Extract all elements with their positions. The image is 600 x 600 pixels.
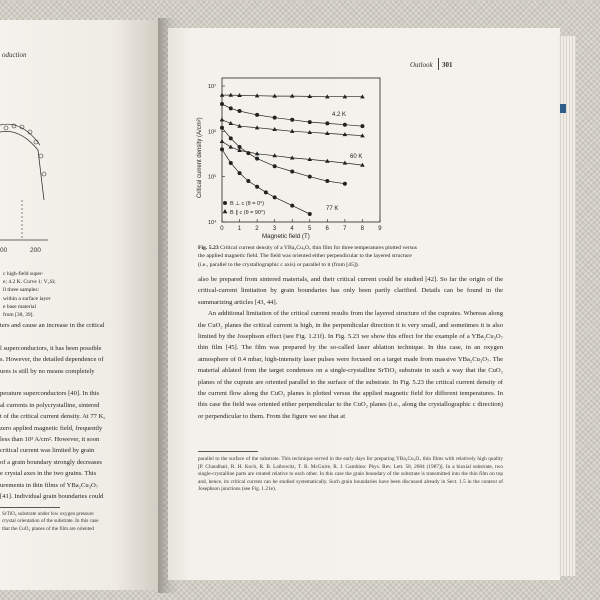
data-point [272,94,277,98]
data-point [255,113,259,117]
left-text-line: e crystal axes in the two grains. This [0,470,97,478]
left-footnote-line: SrTiO₃ substrate under low oxygen pressure [2,511,94,517]
data-point [290,204,294,208]
left-text-line: of a grain boundary strongly decreases [0,458,102,466]
right-page [168,28,560,580]
data-point [343,94,348,98]
left-footnote-line: that the CuO₂ planes of the film are oriented [2,525,94,532]
left-caption-line: e base material [3,303,36,310]
left-text-line: ures is still by no means completely [0,367,95,375]
data-point [220,117,225,121]
page-number: 301 [442,61,453,69]
x-tick-label: 7 [343,226,347,232]
legend-marker-circle [223,201,227,205]
left-axis-tick-0: 00 [0,247,8,254]
data-point [360,124,364,128]
left-caption-line: e; 4.2 K. Curve 1: V₃Si; [3,279,56,286]
legend-entry-par: B ∥ c (θ = 90°) [230,210,266,216]
data-point [229,106,233,110]
left-axis-tick-1: 200 [30,247,41,254]
x-tick-label: 9 [378,226,382,232]
left-caption-line: ll three samples: [3,287,40,294]
data-point [308,120,312,124]
data-point [220,93,225,97]
data-point [220,139,225,143]
data-point [228,145,233,149]
left-text-line [0,377,105,388]
left-footnote [2,511,99,533]
data-point [229,136,233,140]
figure-label: Fig. 5.23 [198,245,219,251]
figure-caption-text: Critical current density of a YBa₂Cu₃O₇ thin film for three temperatures plotted versus the applied magnetic field. The field was oriented either perpendicular to the layered structure (i.e., parallel to the crystallographic c axis) or parallel to it (from [45]). [198,245,417,268]
data-point [220,126,224,130]
temperature-label-4k: 4.2 K [332,112,347,118]
x-tick-label: 4 [290,226,294,232]
y-tick-label: 10⁷ [208,84,217,90]
right-running-head: Outlook [410,61,433,69]
data-point [246,179,250,183]
paragraph: An additional limitation of the critical current results from the layered structure of the cuprates. Whereas along the CuO₂ planes the critical current is high, in the perpendicular direction it is very small, and sometimes it is also limited by the Josephson effect (see Fig. 1.21f). In Fig. 5.23 we show this effect for the example of a YBa₂Cu₃O₇ thin film [45]. The film was prepared by the so-called laser ablation technique. In this case, in an oxygen atmosphere of 0.4 mbar, high-intensity laser pulses were focused on a target made from massive YBa₂Cu₃O₇. The material ablated from the target condenses on a single-crystalline SrTiO₃ substrate in such a way that the CuO₂ planes of the cuprate are oriented parallel to the surface of the substrate. In Fig. 5.23 the critical current density of the current flow along the CuO₂ planes is plotted versus the applied magnetic field for different temperatures. In this case the field was oriented either perpendicular to the CuO₂ planes (i.e., along the crystallographic c direction) or perpendicular to them. From the figure we see that at [198,310,503,420]
left-text-line: ters and cause an increase in the critical [0,322,105,329]
data-point [343,182,347,186]
legend-marker-triangle [223,209,228,213]
x-tick-label: 8 [360,226,364,232]
left-text-line: less than 10³ A/cm². However, it soon [0,436,100,444]
data-point [290,118,294,122]
left-text-line: critical current was limited by grain [0,447,95,455]
x-tick-label: 0 [220,226,224,232]
left-text-line: al currents in polycrystalline, sintered [0,401,100,409]
y-axis-label: Critical current density (A/cm²) [197,117,203,198]
left-caption-line: c high-field super- [3,271,44,277]
data-point [325,121,329,125]
data-point [307,94,312,98]
x-axis-label: Magnetic field (T) [262,233,310,240]
x-tick-label: 5 [307,226,312,232]
left-text-line [0,331,105,342]
left-text-line: t of the critical current density. At 77 K, [0,413,106,421]
temperature-label-60k: 60 K [350,154,363,160]
data-point [220,102,224,106]
left-text-line: urements in thin films of YBa₂Cu₃O₇ [0,481,99,489]
left-page [0,20,163,590]
left-text-line: perature superconductors [40]. In this [0,390,100,398]
data-point [255,185,259,189]
temperature-label-77k: 77 K [326,206,339,212]
series-line [222,141,362,165]
data-point [273,116,277,120]
x-tick-label: 2 [255,226,259,232]
y-tick-label: 10⁴ [208,220,217,226]
left-footnote-rule [0,507,60,508]
left-body-text [0,320,105,503]
data-point [229,161,233,165]
data-point [290,170,294,174]
body-text [198,274,503,422]
data-point [255,157,259,161]
left-figure-caption [3,270,56,319]
data-point [325,179,329,183]
series-line [222,120,362,136]
data-point [238,171,242,175]
y-tick-label: 10⁵ [208,174,217,181]
left-caption-line: from [38, 39]. [3,312,34,319]
data-point [273,164,277,168]
left-text-line: [41]. Individual grain boundaries could [0,493,104,501]
data-point [238,109,242,113]
series [220,93,365,99]
footnote-rule [198,451,258,452]
data-point [308,175,312,179]
y-tick-label: 10⁶ [208,129,217,136]
page-stack-edge [558,36,576,576]
left-text-line: s. However, the detailed dependence of [0,356,104,364]
data-point [228,93,233,97]
running-head-divider [438,58,439,70]
left-footnote-line: crystal orientation of the substrate. In this case [2,518,99,525]
x-tick-label: 3 [272,226,277,232]
chart-legend [223,200,266,216]
data-point [264,190,268,194]
data-point [308,212,312,216]
paragraph: also be prepared from sintered materials, and their critical current could be studied [42]. So far the origin of the critical-current limitation by grain boundaries has only been partly clarified. Details can be found in the summarizing articles [43, 44]. [198,276,503,306]
legend-entry-perp: B ⊥ c (θ = 0°) [230,201,265,207]
data-point [290,94,295,98]
series-line [222,128,345,184]
x-tick-label: 6 [325,226,329,232]
data-point [360,94,365,98]
left-text-line: l superconductors, it has been possible [0,344,102,352]
series [220,139,365,167]
left-text-line: zero applied magnetic field, frequently [0,424,103,432]
figure-caption [198,244,423,269]
footnote: parallel to the surface of the substrate. This technique served in the early days for preparing YBa₂Cu₃O₇ thin films with relatively high quality [P. Chaudhari, R. H. Koch, R. B. Laibowitz, T. R. McGuire, R. J. Gambino: Phys. Rev. Lett. 58, 2684 (1987)]. In a biaxial substrate, two single-crystalline parts are rotated relative to each other. In this case the grain boundary of the substrate is transmitted into the thin film on top and, hence, its critical current can be studied systematically. Such grain boundaries have been discussed already in Sect. 1.5 in the context of Josephson junctions (see Fig. 1.21e). [198,456,503,493]
left-caption-line: within a surface layer [3,295,51,302]
data-point [273,195,277,199]
data-point [343,123,347,127]
left-running-head: oduction [2,51,27,59]
data-point [220,147,224,151]
bookmark-tab [560,104,566,113]
critical-current-chart [190,72,390,242]
x-tick-label: 1 [237,226,242,232]
